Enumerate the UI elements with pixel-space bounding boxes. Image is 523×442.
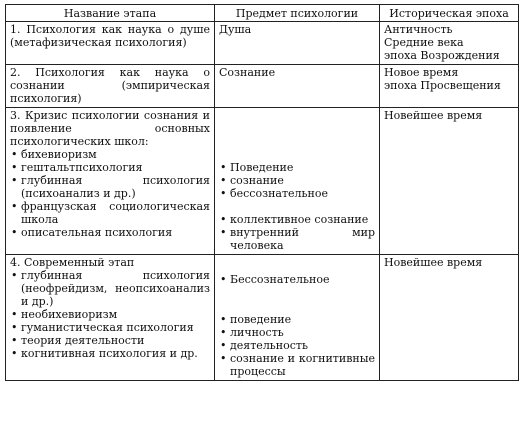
subject-cell: Сознание <box>215 65 380 108</box>
header-stage: Название этапа <box>6 5 215 22</box>
subjects-list <box>219 273 375 378</box>
era-cell <box>380 255 519 381</box>
subjects-list <box>219 161 375 252</box>
era-cell <box>380 65 519 108</box>
schools-list <box>10 269 210 360</box>
stage-cell <box>6 108 215 255</box>
psychology-stages-table <box>5 4 519 381</box>
list-item: • гуманистическая психология <box>10 321 210 334</box>
era-line: Средние века <box>384 36 464 49</box>
header-row <box>6 5 519 22</box>
era-line: Античность <box>384 23 453 36</box>
table-row <box>6 108 519 255</box>
list-item: • когнитивная психология и др. <box>10 347 210 360</box>
subject-cell <box>215 108 380 255</box>
table-row <box>6 22 519 65</box>
subject-cell <box>215 255 380 381</box>
table-row <box>6 255 519 381</box>
list-item: • сознание <box>219 174 375 187</box>
era-line: Новейшее время <box>384 256 483 269</box>
table-row <box>6 65 519 108</box>
stage-cell: 1. Психология как наука о душе (метафизическая психология) <box>6 22 215 65</box>
list-item: • коллективное сознание <box>219 213 375 226</box>
subject-cell: Душа <box>215 22 380 65</box>
list-item: • французская социологическая школа <box>10 200 210 226</box>
era-cell <box>380 22 519 65</box>
era-cell <box>380 108 519 255</box>
list-item: • деятельность <box>219 339 375 352</box>
header-subject: Предмет психологии <box>215 5 380 22</box>
list-item: • теория деятельности <box>10 334 210 347</box>
list-item: • сознание и когнитивные процессы <box>219 352 375 378</box>
list-item: • Поведение <box>219 161 375 174</box>
list-item: • необихевиоризм <box>10 308 210 321</box>
list-item: • гештальтпсихология <box>10 161 210 174</box>
list-item: • глубинная психология (неофрейдизм, неопсихоанализ и др.) <box>10 269 210 308</box>
list-item: • личность <box>219 326 375 339</box>
list-item: • внутренний мир человека <box>219 226 375 252</box>
list-item: • Бессознательное <box>219 273 375 286</box>
stage-cell: 2. Психология как наука о сознании (эмпирическая психология) <box>6 65 215 108</box>
era-line: эпоха Просвещения <box>384 79 501 92</box>
header-era: Историческая эпоха <box>380 5 519 22</box>
era-line: Новое время <box>384 66 459 79</box>
stage-title: 3. Кризис психологии сознания и появление основных психологических школ: <box>10 109 210 148</box>
stage-title: 4. Современный этап <box>10 256 135 269</box>
schools-list <box>10 148 210 239</box>
list-item: • бессознательное <box>219 187 375 200</box>
list-item: • поведение <box>219 313 375 326</box>
stage-cell <box>6 255 215 381</box>
era-line: эпоха Возрождения <box>384 49 500 62</box>
era-line: Новейшее время <box>384 109 483 122</box>
list-item: • описательная психология <box>10 226 210 239</box>
list-item: • бихевиоризм <box>10 148 210 161</box>
list-item: • глубинная психология (психоанализ и др.) <box>10 174 210 200</box>
